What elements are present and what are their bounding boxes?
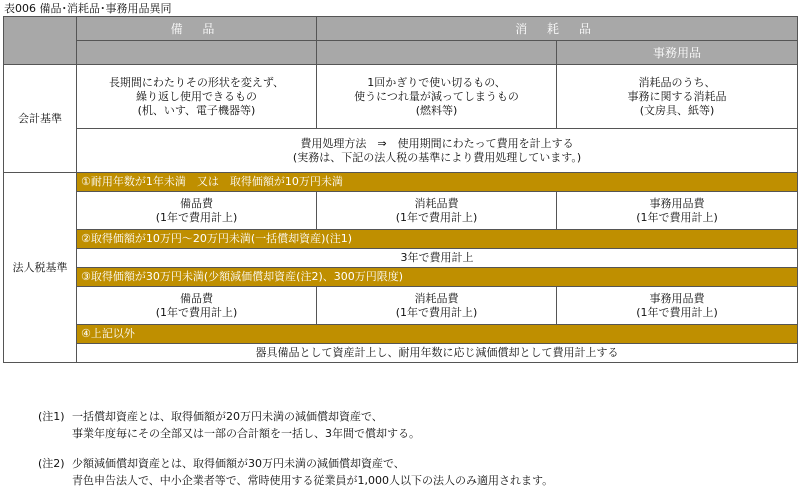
band-1: ①耐用年数が1年未満 又は 取得価額が10万円未満 <box>77 173 798 192</box>
row-label-tax: 法人税基準 <box>4 173 77 363</box>
footnote-2 <box>38 455 553 489</box>
desc-line: 繰り返し使用できるもの <box>136 89 257 103</box>
footnote-text: 少額減価償却資産とは、取得価額が30万円未満の減価償却資産で、 <box>72 457 405 470</box>
cell-line: (1年で費用計上) <box>395 305 478 319</box>
header-equipment-sub <box>77 41 317 65</box>
desc-line: (文房具、紙等) <box>639 103 715 117</box>
footnote-text: 一括償却資産とは、取得価額が20万円未満の減価償却資産で、 <box>72 410 383 423</box>
comparison-table <box>3 16 798 363</box>
band2-text: 3年で費用計上 <box>77 249 798 268</box>
accounting-office-cell <box>557 65 798 129</box>
footnote-label: (注1) <box>38 410 65 423</box>
accounting-equipment-cell <box>77 65 317 129</box>
desc-line: 消耗品のうち、 <box>638 75 716 89</box>
cell-line: (1年で費用計上) <box>636 210 718 224</box>
footnote-text: 青色申告法人で、中小企業者等で、常時使用する従業員が1,000人以下の法人のみ適用されます。 <box>72 474 554 487</box>
cell-line: 消耗品費 <box>414 291 459 305</box>
desc-line: 使うにつれ量が減ってしまうもの <box>354 89 519 103</box>
table-caption: 表006 備品･消耗品･事務用品異同 <box>4 2 172 15</box>
band4-text: 器具備品として資産計上し、耐用年数に応じ減価償却として費用計上する <box>77 344 798 363</box>
desc-line: (机、いす、電子機器等) <box>137 103 256 117</box>
band-3: ③取得価額が30万円未満(少額減価償却資産(注2)、300万円限度) <box>77 268 798 287</box>
header-corner <box>4 17 77 65</box>
band1-equipment-cell <box>77 192 317 230</box>
band1-consumables-cell <box>317 192 557 230</box>
header-consumables-sub <box>317 41 557 65</box>
header-equipment: 備 品 <box>77 17 317 41</box>
cell-line: 事務用品費 <box>649 196 705 210</box>
accounting-consumables-cell <box>317 65 557 129</box>
desc-line: (燃料等) <box>415 103 458 117</box>
accounting-method-cell <box>77 129 798 173</box>
footnote-label: (注2) <box>38 457 65 470</box>
band-4: ④上記以外 <box>77 325 798 344</box>
desc-line: 長期間にわたりその形状を変えず、 <box>108 75 285 89</box>
cell-line: 消耗品費 <box>414 196 459 210</box>
cell-line: (1年で費用計上) <box>636 305 718 319</box>
desc-line: 事務に関する消耗品 <box>627 89 727 103</box>
method-line: (実務は、下記の法人税の基準により費用処理しています。) <box>292 150 582 164</box>
header-consumables: 消 耗 品 <box>317 17 798 41</box>
desc-line: 1回かぎりで使い切るもの、 <box>367 75 506 89</box>
band-2: ②取得価額が10万円～20万円未満(一括償却資産)(注1) <box>77 230 798 249</box>
footnote-text: 事業年度毎にその全部又は一部の合計額を一括し、3年間で償却する。 <box>72 427 420 440</box>
band3-consumables-cell <box>317 287 557 325</box>
cell-line: (1年で費用計上) <box>155 210 238 224</box>
cell-line: 備品費 <box>180 196 213 210</box>
header-office-supplies: 事務用品 <box>557 41 798 65</box>
footnote-1 <box>38 408 553 442</box>
method-line: 費用処理方法 ⇒ 使用期間にわたって費用を計上する <box>300 136 574 150</box>
band3-equipment-cell <box>77 287 317 325</box>
cell-line: (1年で費用計上) <box>155 305 238 319</box>
band1-office-cell <box>557 192 798 230</box>
cell-line: 事務用品費 <box>649 291 705 305</box>
row-label-accounting: 会計基準 <box>4 65 77 173</box>
cell-line: (1年で費用計上) <box>395 210 478 224</box>
cell-line: 備品費 <box>180 291 213 305</box>
footnotes <box>38 408 553 502</box>
band3-office-cell <box>557 287 798 325</box>
